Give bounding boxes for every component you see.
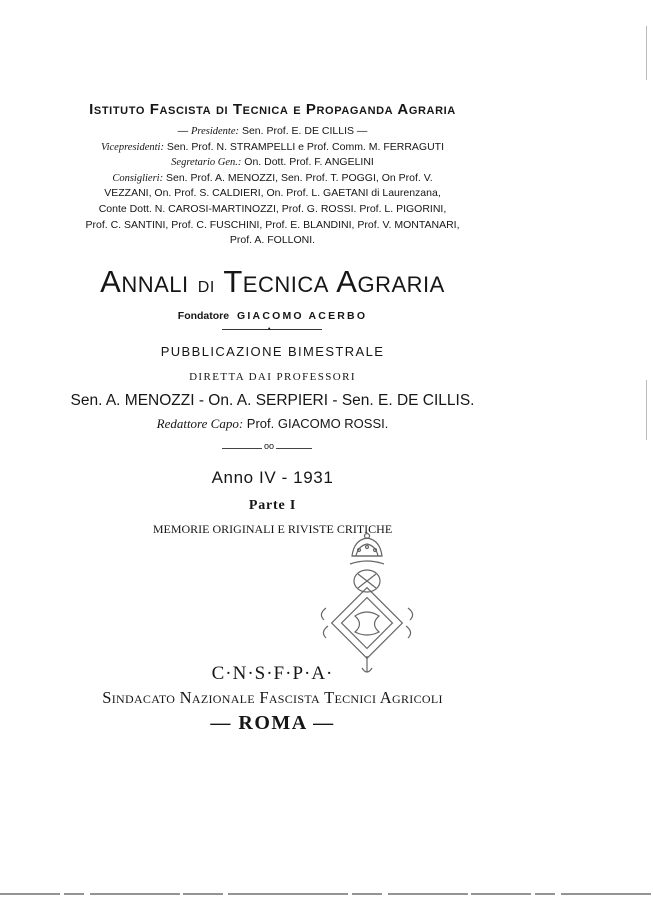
- redattore-label: Redattore Capo:: [156, 416, 244, 431]
- publication-frequency: PUBBLICAZIONE BIMESTRALE: [160, 344, 385, 359]
- part-label: Parte I: [248, 498, 297, 513]
- fondatore-line: [0, 310, 545, 322]
- directors: Sen. A. MENOZZI - On. A. SERPIERI - Sen. E. DE CILLIS.: [70, 392, 475, 409]
- vicepresidenti-label: Vicepresidenti:: [100, 142, 164, 153]
- scan-edge-mark-2: [646, 380, 647, 440]
- journal-title-word-3: Tecnica Agraria: [223, 264, 445, 299]
- part-subtitle: MEMORIE ORIGINALI E RIVISTE CRITICHE: [152, 522, 393, 536]
- redattore-line: [0, 416, 545, 432]
- segretario-name: On. Dott. Prof. F. ANGELINI: [244, 156, 374, 168]
- ornamental-rule-1-mark: •: [268, 326, 271, 333]
- segretario-line: [0, 155, 545, 171]
- journal-title-word-1: Annali: [100, 264, 189, 299]
- consiglieri-line-4: Prof. C. SANTINI, Prof. C. FUSCHINI, Prof. E. BLANDINI, Prof. V. MONTANARI,: [85, 219, 460, 231]
- publisher-city: — ROMA —: [210, 712, 335, 734]
- consiglieri-label: Consiglieri:: [112, 173, 164, 184]
- institute-name: Istituto Fascista di Tecnica e Propaganda Agraria: [89, 101, 456, 118]
- scan-bottom-edge: [0, 892, 653, 896]
- redattore-name: Prof. GIACOMO ROSSI.: [246, 416, 389, 431]
- ornamental-rule-1: [222, 329, 322, 330]
- consiglieri-line-3: Conte Dott. N. CAROSI-MARTINOZZI, Prof. G. ROSSI. Prof. L. PIGORINI,: [98, 203, 447, 215]
- consiglieri-line-5: Prof. A. FOLLONI.: [229, 234, 316, 246]
- fondatore-label: Fondatore: [177, 310, 230, 322]
- presidente-name: Sen. Prof. E. DE CILLIS: [241, 125, 354, 137]
- crowned-monogram-emblem: [312, 526, 422, 678]
- journal-title: [0, 264, 545, 300]
- presidente-label: Presidente:: [191, 126, 240, 137]
- ornamental-rule-2-mark: oo: [264, 441, 275, 451]
- publisher-name: Sindacato Nazionale Fascista Tecnici Agricoli: [102, 688, 443, 707]
- consiglieri-line-2: VEZZANI, On. Prof. S. CALDIERI, On. Prof. L. GAETANI di Laurenzana,: [104, 187, 441, 199]
- vicepresidenti-line: [0, 140, 545, 156]
- consiglieri-line-1: [0, 171, 545, 187]
- publisher-acronym: C·N·S·F·P·A·: [211, 663, 334, 684]
- consiglieri-text-1: Sen. Prof. A. MENOZZI, Sen. Prof. T. POGGI, On Prof. V.: [166, 172, 433, 184]
- scan-edge-mark-1: [646, 26, 647, 80]
- journal-title-word-2: di: [197, 271, 215, 297]
- presidente-line: — Presidente: Sen. Prof. E. DE CILLIS —: [177, 125, 368, 137]
- year-volume: Anno IV - 1931: [211, 468, 334, 487]
- directed-by: DIRETTA DAI PROFESSORI: [189, 371, 356, 383]
- vicepresidenti-names: Sen. Prof. N. STRAMPELLI e Prof. Comm. M. FERRAGUTI: [166, 141, 445, 153]
- segretario-label: Segretario Gen.:: [171, 157, 242, 168]
- fondatore-name: GIACOMO ACERBO: [237, 310, 368, 322]
